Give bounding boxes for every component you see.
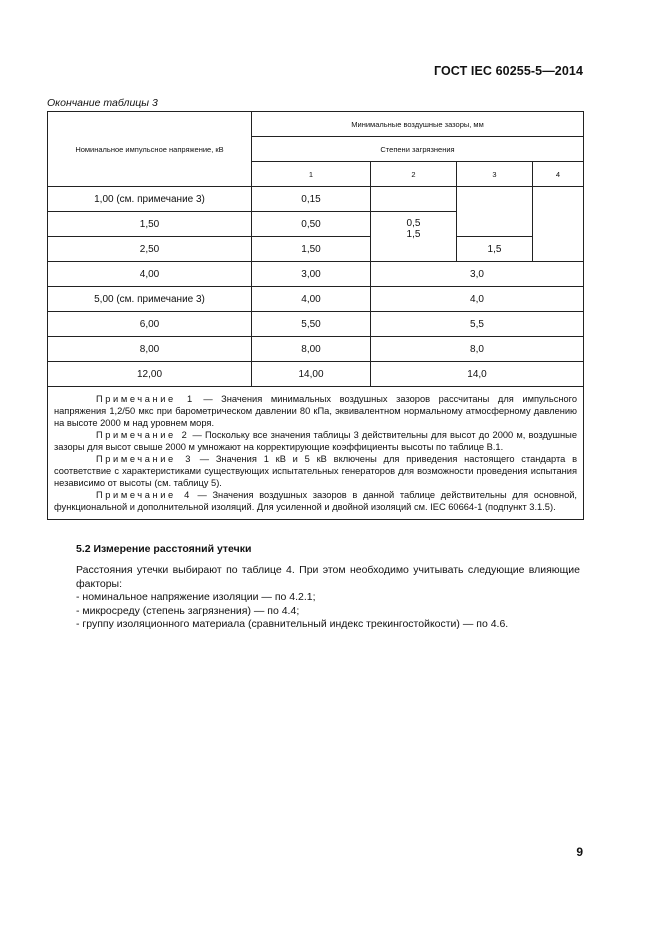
table-row bbox=[48, 312, 584, 337]
note-text: — Значения 1 кВ и 5 кВ включены для приведения настоящего стандарта в соответствие с характеристиками существующих испытательных генераторов для возможности проведения испытания независимо от высоты (см. таблицу 5). bbox=[54, 454, 578, 488]
header-degree: 3 bbox=[457, 162, 533, 187]
note-1 bbox=[54, 393, 577, 429]
degree1-cell: 14,00 bbox=[252, 362, 371, 387]
degree1-cell: 4,00 bbox=[252, 287, 371, 312]
header-clearances: Минимальные воздушные зазоры, мм bbox=[252, 112, 584, 137]
table-notes bbox=[48, 387, 584, 520]
header-degree: 2 bbox=[371, 162, 457, 187]
note-text: — Значения минимальных воздушных зазоров рассчитаны для импульсного напряжения 1,2/50 мкс при барометрическом давлении 80 кПа, эквивалентном нормальному атмосферному давлению на высоте 2000 м над уровнем моря. bbox=[54, 394, 578, 428]
voltage-cell: 2,50 bbox=[48, 237, 252, 262]
degree2-cell bbox=[371, 187, 457, 212]
degree4-cell bbox=[533, 187, 584, 262]
header-pollution-degrees: Степени загрязнения bbox=[252, 137, 584, 162]
degree1-cell: 0,15 bbox=[252, 187, 371, 212]
degrees-2-4-cell: 8,0 bbox=[371, 337, 584, 362]
factor-list bbox=[76, 591, 580, 632]
degree1-cell: 0,50 bbox=[252, 212, 371, 237]
voltage-cell: 5,00 (см. примечание 3) bbox=[48, 287, 252, 312]
note-label: Примечание 3 bbox=[96, 454, 193, 464]
degree1-cell: 5,50 bbox=[252, 312, 371, 337]
degree2-merged-cell: 0,5 1,5 bbox=[371, 212, 457, 262]
page-number: 9 bbox=[576, 845, 583, 859]
note-3 bbox=[54, 453, 577, 489]
table-row bbox=[48, 337, 584, 362]
note-text: — Поскольку все значения таблицы 3 действительны для высот до 2000 м, воздушные зазоры для высот свыше 2000 м умножают на корректирующие коэффициенты высоты по таблице В.1. bbox=[54, 430, 578, 452]
header-degree: 4 bbox=[533, 162, 584, 187]
header-voltage: Номинальное импульсное напряжение, кВ bbox=[48, 112, 252, 187]
section-paragraph: Расстояния утечки выбирают по таблице 4. При этом необходимо учитывать следующие влияющие факторы: bbox=[76, 564, 580, 590]
degree1-cell: 1,50 bbox=[252, 237, 371, 262]
voltage-cell: 4,00 bbox=[48, 262, 252, 287]
list-item: - номинальное напряжение изоляции — по 4.2.1; bbox=[76, 591, 316, 604]
degree3-cell: 1,5 bbox=[457, 237, 533, 262]
header-degree: 1 bbox=[252, 162, 371, 187]
table-caption: Окончание таблицы 3 bbox=[47, 97, 158, 109]
list-item: - группу изоляционного материала (сравнительный индекс трекингостойкости) — по 4.6. bbox=[76, 618, 509, 631]
table-row bbox=[48, 187, 584, 212]
degrees-2-4-cell: 5,5 bbox=[371, 312, 584, 337]
table-row bbox=[48, 237, 584, 262]
note-label: Примечание 1 bbox=[96, 394, 195, 404]
note-4 bbox=[54, 489, 577, 513]
degree3-cell bbox=[457, 187, 533, 237]
note-text: — Значения воздушных зазоров в данной таблице действительны для основной, функциональной и дополнительной изоляций. Для усиленной и двойной изоляций см. IEC 60664-1 (подпункт 3.1.5). bbox=[54, 490, 578, 512]
voltage-cell: 1,50 bbox=[48, 212, 252, 237]
document-code: ГОСТ IEC 60255-5—2014 bbox=[433, 64, 583, 78]
list-item: - микросреду (степень загрязнения) — по 4.4; bbox=[76, 604, 300, 617]
section-body bbox=[76, 564, 580, 632]
degrees-2-4-cell: 14,0 bbox=[371, 362, 584, 387]
degree1-cell: 8,00 bbox=[252, 337, 371, 362]
note-2 bbox=[54, 429, 577, 453]
voltage-cell: 12,00 bbox=[48, 362, 252, 387]
degrees-2-4-cell: 3,0 bbox=[371, 262, 584, 287]
clearance-table bbox=[47, 111, 584, 520]
voltage-cell: 6,00 bbox=[48, 312, 252, 337]
degree1-cell: 3,00 bbox=[252, 262, 371, 287]
voltage-cell: 1,00 (см. примечание 3) bbox=[48, 187, 252, 212]
note-label: Примечание 2 bbox=[96, 430, 190, 440]
table-row bbox=[48, 362, 584, 387]
note-label: Примечание 4 bbox=[96, 490, 192, 500]
degrees-2-4-cell: 4,0 bbox=[371, 287, 584, 312]
voltage-cell: 8,00 bbox=[48, 337, 252, 362]
table-row bbox=[48, 262, 584, 287]
section-heading: 5.2 Измерение расстояний утечки bbox=[76, 543, 252, 555]
table-row bbox=[48, 287, 584, 312]
